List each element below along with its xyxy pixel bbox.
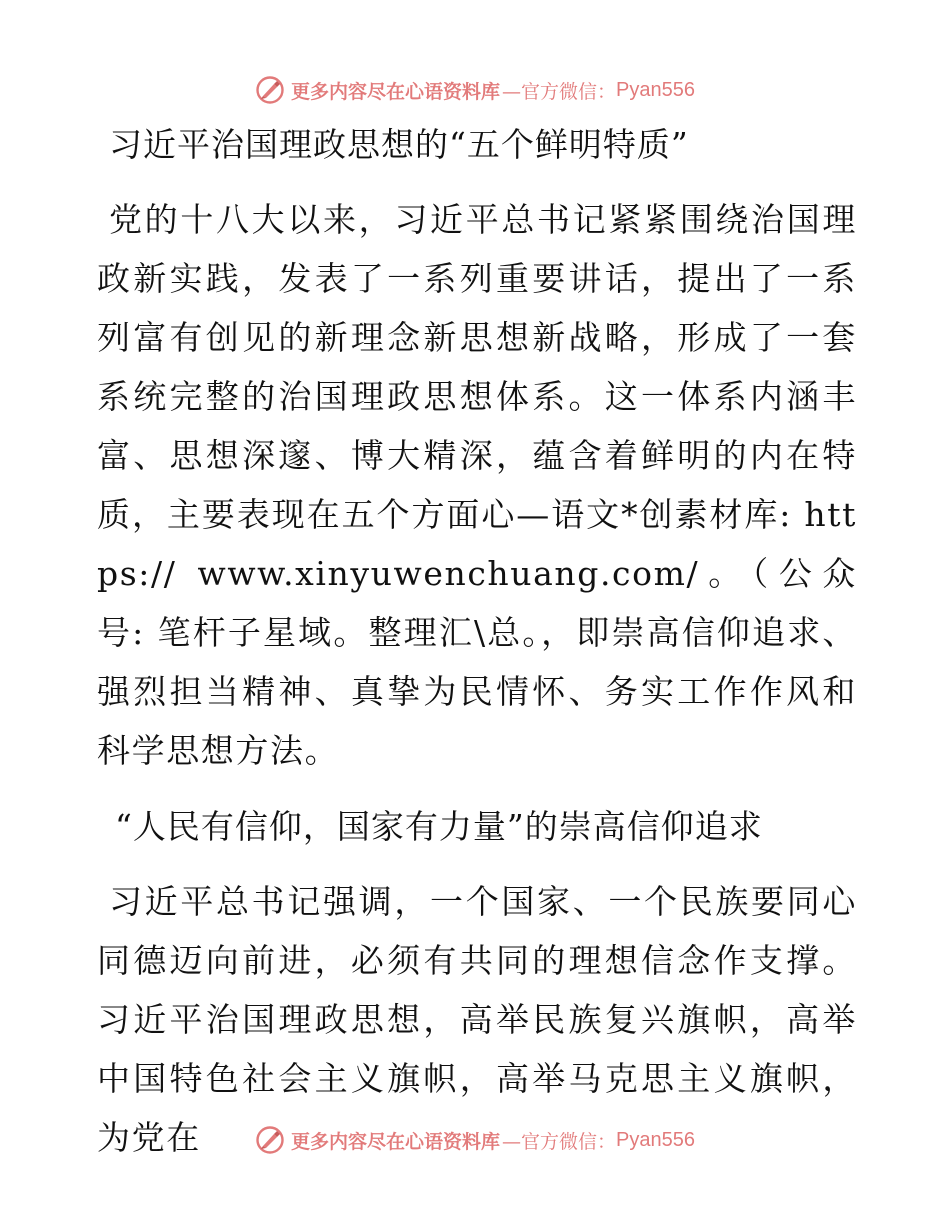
banner-site-name: 更多内容尽在心语资料库 xyxy=(291,1130,501,1153)
paragraph-intro: 党的十八大以来，习近平总书记紧紧围绕治国理政新实践，发表了一系列重要讲话，提出了一系列富有创见的新理念新思想新战略，形成了一套系统完整的治国理政思想体系。这一体系内涵丰富、思想深邃、博大精深，蕴含着鲜明的内在特质，主要表现在五个方面心—语文*创素材库: https:// www.xinyuwenchuang.com/。（公众号: 笔杆子星域。整理汇\总。，即崇高信仰追求、强烈担当精神、真挚为民情怀、务实工作作风和科学思想方法。 xyxy=(97,200,857,770)
header-banner xyxy=(0,70,950,110)
section-heading: “人民有信仰，国家有力量”的崇高信仰追求 xyxy=(115,807,763,846)
banner-wechat-id: Pyan556 xyxy=(616,78,695,101)
banner-wechat-id: Pyan556 xyxy=(616,1128,695,1151)
document-title: 习近平治国理政思想的“五个鲜明特质” xyxy=(109,125,689,164)
logo-icon xyxy=(255,75,285,105)
banner-wechat-label: —官方微信： xyxy=(502,1130,617,1153)
paragraph-section-1: 习近平总书记强调，一个国家、一个民族要同心同德迈向前进，必须有共同的理想信念作支撑。习近平治国理政思想，高举民族复兴旗帜，高举中国特色社会主义旗帜，高举马克思主义旗帜，为党在 xyxy=(97,882,857,1157)
document-body xyxy=(97,114,857,1167)
banner-wechat-label: —官方微信： xyxy=(502,80,617,103)
logo-icon xyxy=(255,1125,285,1155)
footer-banner xyxy=(0,1120,950,1160)
banner-site-name: 更多内容尽在心语资料库 xyxy=(291,80,501,103)
